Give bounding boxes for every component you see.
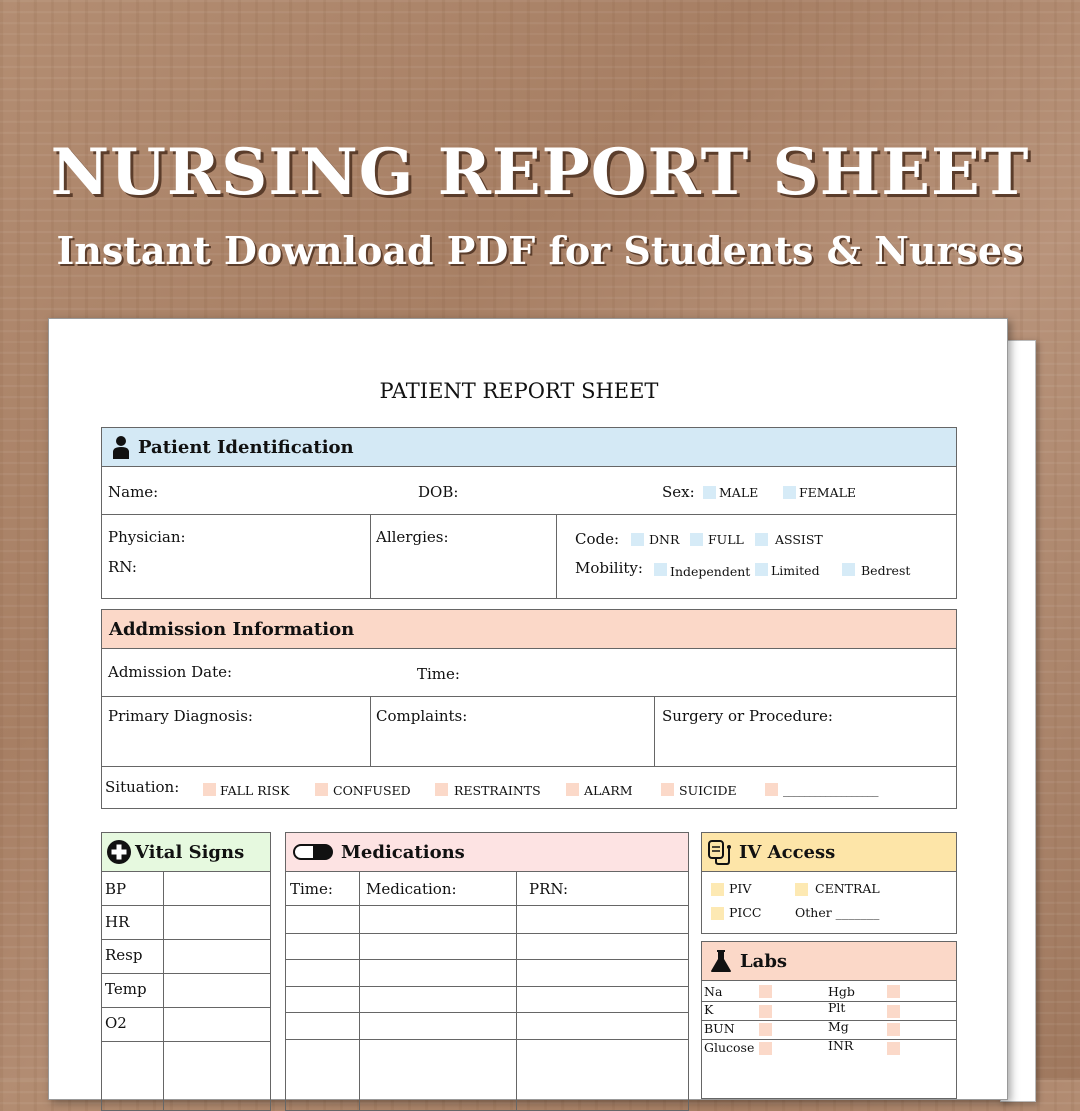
lab-na-box[interactable]	[759, 985, 772, 998]
female-checkbox[interactable]	[783, 486, 796, 499]
picc-option: PICC	[729, 905, 762, 920]
central-option: CENTRAL	[815, 881, 880, 896]
full-checkbox[interactable]	[690, 533, 703, 546]
alarm-checkbox[interactable]	[566, 783, 579, 796]
report-sheet	[48, 318, 1008, 1100]
med-col-prn: PRN:	[529, 880, 569, 898]
piv-option: PIV	[729, 881, 752, 896]
lab-hgb: Hgb	[828, 984, 855, 999]
independent-checkbox[interactable]	[654, 563, 667, 576]
medications-header	[285, 832, 689, 872]
other-situation-blank[interactable]: __________________	[783, 782, 878, 797]
medications-table	[285, 871, 689, 1111]
male-checkbox[interactable]	[703, 486, 716, 499]
med-col-medication: Medication:	[366, 880, 457, 898]
iv-header	[701, 832, 957, 872]
patient-id-header	[101, 427, 957, 467]
assist-option: ASSIST	[775, 532, 823, 547]
piv-checkbox[interactable]	[711, 883, 724, 896]
sex-label: Sex:	[662, 483, 695, 501]
limited-option: Limited	[771, 563, 820, 578]
dnr-checkbox[interactable]	[631, 533, 644, 546]
dob-label: DOB:	[418, 483, 459, 501]
medications-header-label: Medications	[341, 841, 465, 863]
suicide-checkbox[interactable]	[661, 783, 674, 796]
full-option: FULL	[708, 532, 744, 547]
assist-checkbox[interactable]	[755, 533, 768, 546]
admission-time-label: Time:	[417, 665, 460, 683]
lab-mg: Mg	[828, 1019, 849, 1034]
lab-bun: BUN	[704, 1021, 735, 1036]
physician-label: Physician:	[108, 528, 186, 546]
independent-option: Independent	[670, 564, 751, 579]
diagnosis-label: Primary Diagnosis:	[108, 707, 253, 725]
iv-bag-icon	[707, 839, 731, 865]
picc-checkbox[interactable]	[711, 907, 724, 920]
restraints-checkbox[interactable]	[435, 783, 448, 796]
confused-option: CONFUSED	[333, 783, 411, 798]
lab-mg-box[interactable]	[887, 1023, 900, 1036]
rn-label: RN:	[108, 558, 137, 576]
suicide-option: SUICIDE	[679, 783, 737, 798]
vital-bp: BP	[105, 880, 127, 898]
code-label: Code:	[575, 530, 620, 548]
situation-label: Situation:	[105, 778, 180, 796]
admission-date-label: Admission Date:	[108, 663, 233, 681]
lab-glucose: Glucose	[704, 1040, 755, 1055]
flask-icon	[710, 949, 732, 973]
lab-hgb-box[interactable]	[887, 985, 900, 998]
bedrest-checkbox[interactable]	[842, 563, 855, 576]
iv-other-option[interactable]: Other _______	[795, 905, 880, 920]
bedrest-option: Bedrest	[861, 563, 911, 578]
vital-resp: Resp	[105, 946, 143, 964]
admission-header	[101, 609, 957, 649]
med-col-time: Time:	[290, 880, 333, 898]
lab-glucose-box[interactable]	[759, 1042, 772, 1055]
vitals-header	[101, 832, 271, 872]
restraints-option: RESTRAINTS	[454, 783, 541, 798]
person-icon	[112, 435, 130, 459]
lab-bun-box[interactable]	[759, 1023, 772, 1036]
patient-id-header-label: Patient Identification	[138, 436, 354, 458]
male-option: MALE	[719, 485, 759, 500]
alarm-option: ALARM	[584, 783, 633, 798]
surgery-label: Surgery or Procedure:	[662, 707, 833, 725]
labs-header	[701, 941, 957, 981]
lab-inr-box[interactable]	[887, 1042, 900, 1055]
name-label: Name:	[108, 483, 159, 501]
lab-k: K	[704, 1002, 714, 1017]
fall-risk-checkbox[interactable]	[203, 783, 216, 796]
vital-o2: O2	[105, 1014, 127, 1032]
admission-header-label: Addmission Information	[109, 618, 355, 640]
lab-k-box[interactable]	[759, 1005, 772, 1018]
lab-plt-box[interactable]	[887, 1005, 900, 1018]
vital-temp: Temp	[105, 980, 147, 998]
lab-plt: Plt	[828, 1000, 846, 1015]
plus-cross-icon	[107, 840, 131, 864]
lab-na: Na	[704, 984, 723, 999]
limited-checkbox[interactable]	[755, 563, 768, 576]
sheet-title: PATIENT REPORT SHEET	[379, 379, 659, 403]
dnr-option: DNR	[649, 532, 680, 547]
vital-hr: HR	[105, 913, 130, 931]
fall-risk-option: FALL RISK	[220, 783, 290, 798]
female-option: FEMALE	[799, 485, 857, 500]
labs-header-label: Labs	[740, 950, 788, 972]
hero-subtitle: Instant Download PDF for Students & Nurses	[56, 228, 1024, 273]
vitals-header-label: Vital Signs	[135, 841, 245, 863]
other-situation-checkbox[interactable]	[765, 783, 778, 796]
allergies-label: Allergies:	[376, 528, 449, 546]
central-checkbox[interactable]	[795, 883, 808, 896]
iv-header-label: IV Access	[739, 841, 836, 863]
pill-icon	[293, 844, 333, 860]
lab-inr: INR	[828, 1038, 854, 1053]
mobility-label: Mobility:	[575, 559, 643, 577]
confused-checkbox[interactable]	[315, 783, 328, 796]
complaints-label: Complaints:	[376, 707, 468, 725]
hero-title: NURSING REPORT SHEET	[50, 135, 1030, 210]
